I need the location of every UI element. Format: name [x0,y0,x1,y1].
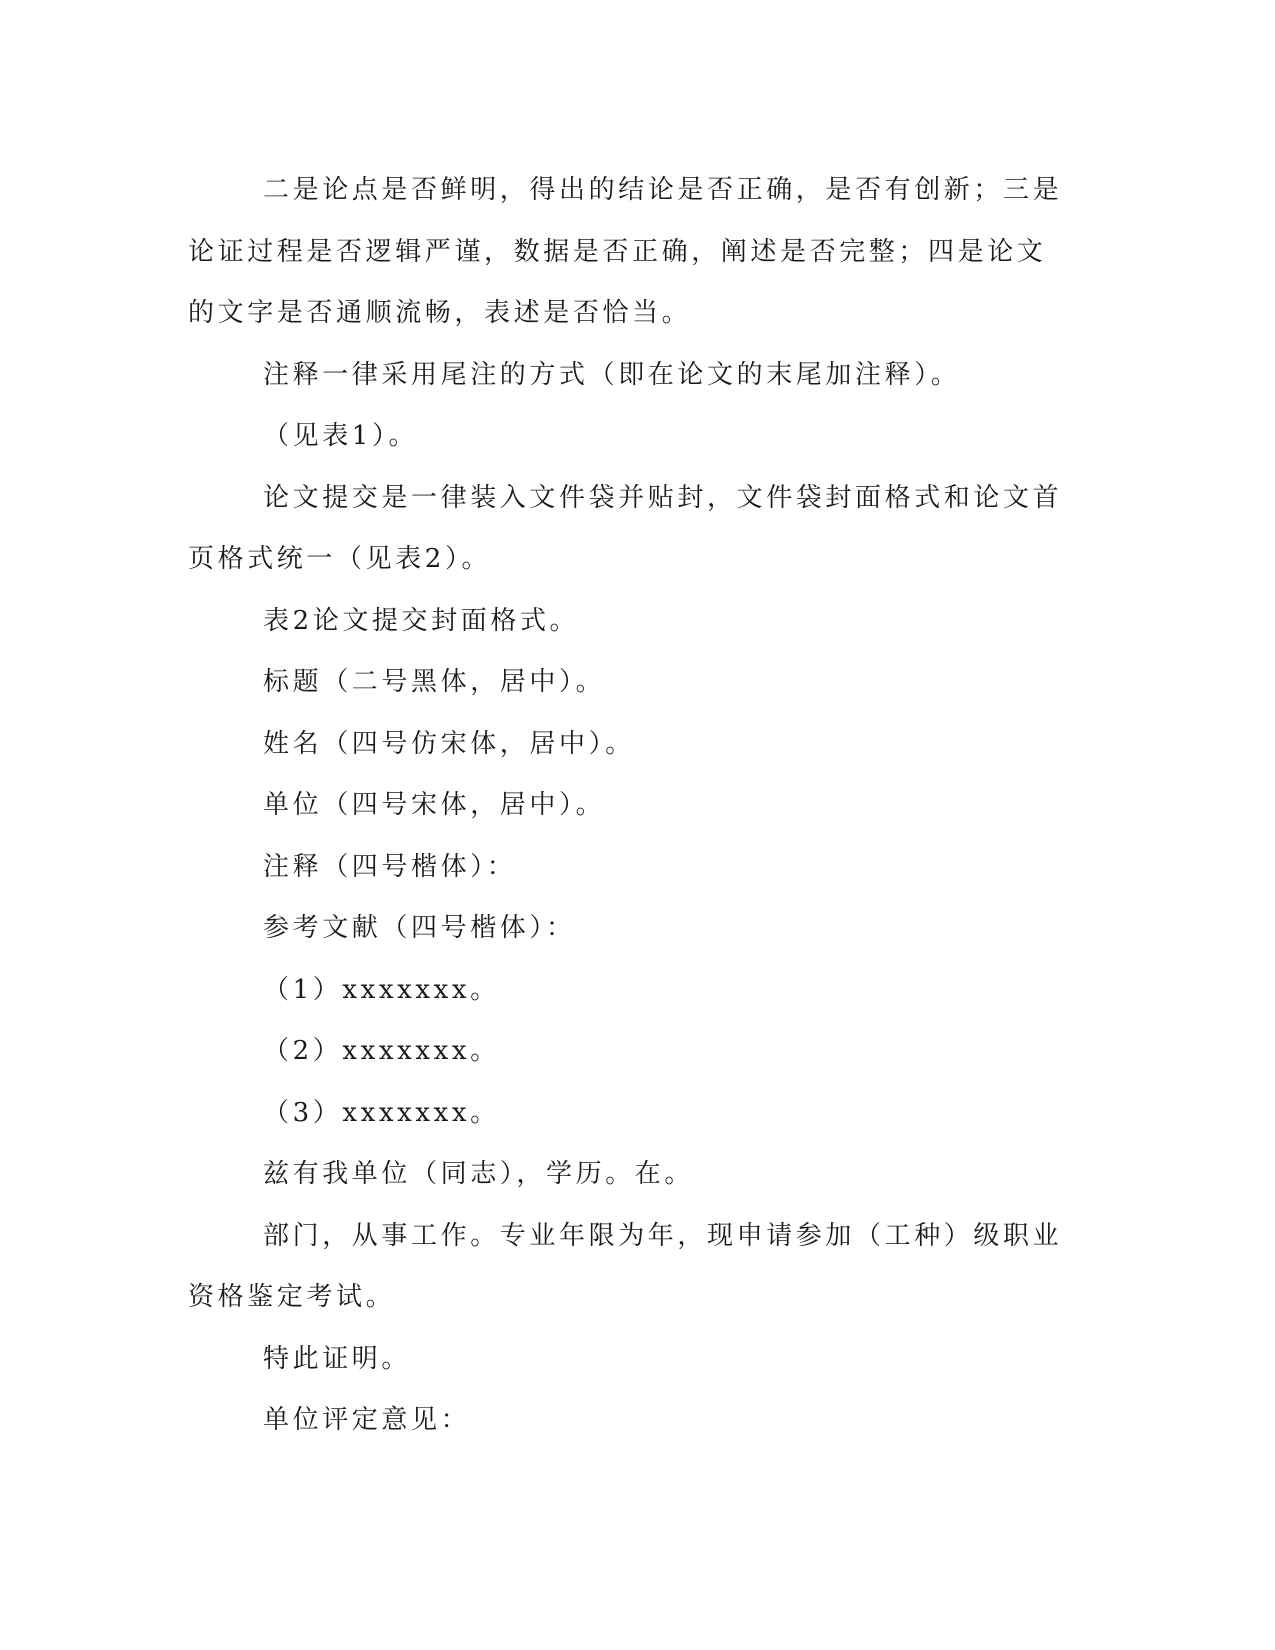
paragraph-see-table-1: （见表1）。 [263,421,419,451]
paragraph-evaluation-criteria: 二是论点是否鲜明，得出的结论是否正确，是否有创新；三是论证过程是否逻辑严谨，数据是否正确，阐述是否完整；四是论文的文字是否通顺流畅，表述是否恰当。 [188,175,1063,328]
paragraph-certificate-intro: 兹有我单位（同志），学历。在。 [263,1159,695,1189]
paragraph-hereby-certify: 特此证明。 [263,1343,412,1374]
reference-item-2: （2）xxxxxxx。 [263,1036,500,1066]
paragraph-unit-format: 单位（四号宋体，居中）。 [263,790,606,820]
document-body [188,160,1068,1452]
paragraph-table-2-caption: 表2论文提交封面格式。 [263,605,580,636]
paragraph-certificate-body: 部门，从事工作。专业年限为年，现申请参加（工种）级职业资格鉴定考试。 [188,1220,1063,1312]
reference-item-1: （1）xxxxxxx。 [263,974,500,1005]
paragraph-submission-rule: 论文提交是一律装入文件袋并贴封，文件袋封面格式和论文首页格式统一（见表2）。 [188,482,1063,574]
paragraph-references-format: 参考文献（四号楷体）： [263,913,576,943]
paragraph-unit-opinion: 单位评定意见： [263,1405,471,1435]
paragraph-endnote-rule: 注释一律采用尾注的方式（即在论文的末尾加注释）。 [263,359,961,390]
paragraph-title-format: 标题（二号黑体，居中）。 [263,667,606,697]
reference-item-3: （3）xxxxxxx。 [263,1097,500,1128]
paragraph-notes-format: 注释（四号楷体）： [263,851,517,882]
paragraph-name-format: 姓名（四号仿宋体，居中）。 [263,728,635,759]
